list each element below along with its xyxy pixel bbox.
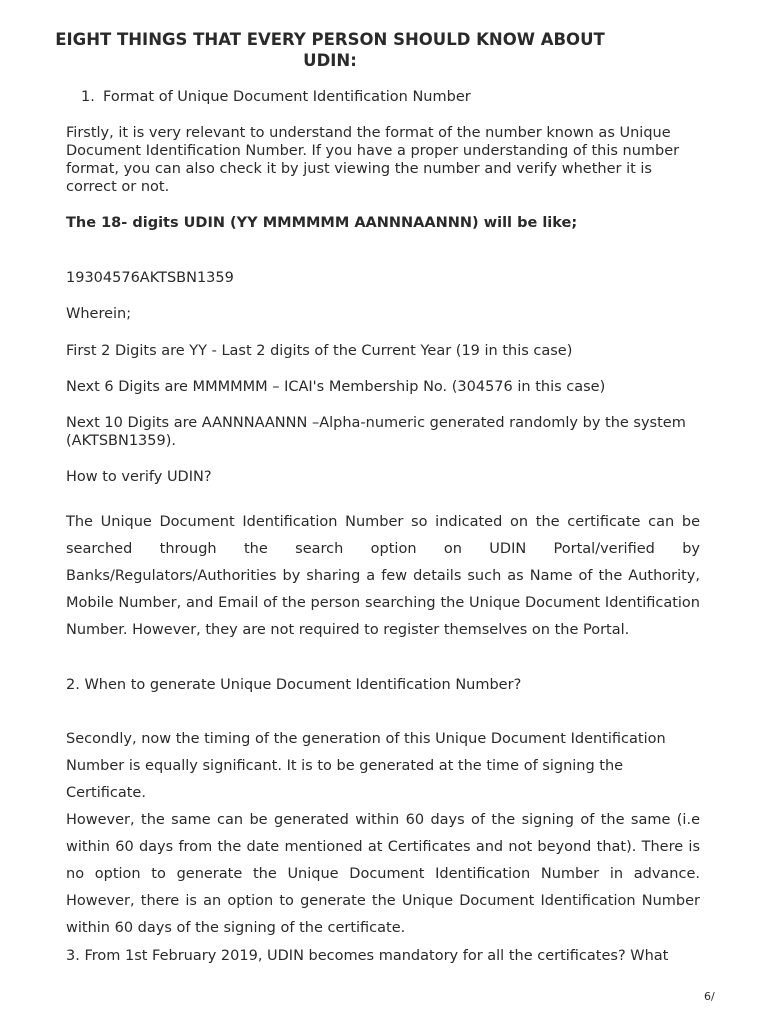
first-2-digits: First 2 Digits are YY - Last 2 digits of the Current Year (19 in this case) [66, 343, 573, 359]
section-1-heading [81, 88, 471, 106]
page-number: 6/ [704, 990, 715, 1003]
section-2-heading: 2. When to generate Unique Document Identification Number? [66, 677, 522, 693]
intro-paragraph: Firstly, it is very relevant to understand the format of the number known as Unique Document Identification Number. If you have a proper understanding of this number format, you can also check it by just viewing the number and verify whether it is correct or not. [66, 125, 680, 195]
section-1-label: Format of Unique Document Identification Number [103, 89, 471, 105]
section-1-number: 1. [81, 89, 95, 105]
timing-paragraph: Secondly, now the timing of the generation of this Unique Document Identification Number is equally significant. It is to be generated at the time of signing the Certificate. [66, 731, 666, 801]
section-3-heading: 3. From 1st February 2019, UDIN becomes mandatory for all the certificates? What [66, 948, 669, 964]
udin-example: 19304576AKTSBN1359 [66, 270, 234, 286]
wherein-label: Wherein; [66, 306, 132, 322]
document-title: EIGHT THINGS THAT EVERY PERSON SHOULD KNOW ABOUT UDIN: [55, 30, 605, 70]
next-10-digits: Next 10 Digits are AANNNAANNN –Alpha-numeric generated randomly by the system (AKTSBN1359). [66, 415, 686, 449]
within-60-days-paragraph: However, the same can be generated within 60 days of the signing of the same (i.e within 60 days from the date mentioned at Certificates and not beyond that). There is no option to generate the Unique Document Identification Number in advance. However, there is an option to generate the Unique Document Identification Number within 60 days of the signing of the certificate. [66, 812, 700, 936]
format-heading: The 18- digits UDIN (YY MMMMMM AANNNAANNN) will be like; [66, 215, 578, 231]
verify-heading: How to verify UDIN? [66, 469, 212, 485]
next-6-digits: Next 6 Digits are MMMMMM – ICAI's Membership No. (304576 in this case) [66, 379, 606, 395]
verify-paragraph: The Unique Document Identification Number so indicated on the certificate can be searched through the search option on UDIN Portal/verified by Banks/Regulators/Authorities by sharing a few details such as Name of the Authority, Mobile Number, and Email of the person searching the Unique Document Identification Number. However, they are not required to register themselves on the Portal. [66, 514, 700, 638]
